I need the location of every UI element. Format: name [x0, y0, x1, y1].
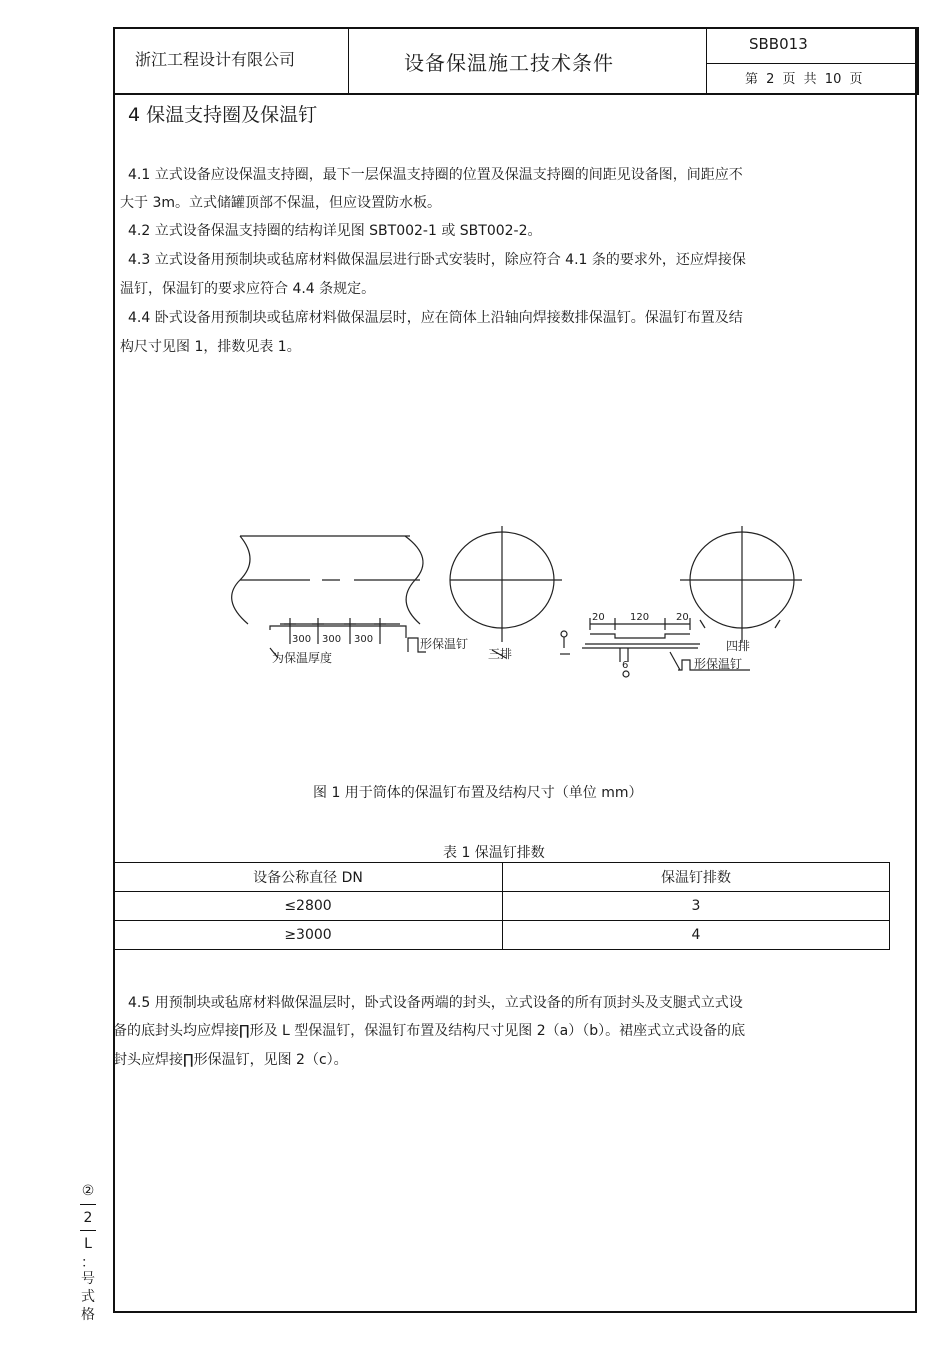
- margin-mark: L: [84, 1236, 92, 1252]
- page-cell: [707, 63, 917, 93]
- table-header-row: [114, 863, 890, 892]
- header-diameter: 设备公称直径 DN: [114, 863, 503, 892]
- thickness-label: 为保温厚度: [272, 651, 333, 665]
- header-rows: 保温钉排数: [503, 863, 890, 892]
- margin-mark: 格: [81, 1307, 95, 1323]
- table-row: [114, 892, 890, 921]
- cell-rows: 3: [503, 892, 890, 921]
- paragraph-4-5-line1: 4.5 用预制块或毡席材料做保温层时，卧式设备两端的封头，立式设备的所有顶封头及支腿式立式设: [128, 995, 743, 1011]
- title-cell: [348, 29, 707, 93]
- margin-mark: 号: [81, 1271, 95, 1287]
- spacing-label: 300: [322, 634, 342, 645]
- rows-three-label: 三排: [488, 647, 513, 661]
- dim-label: 120: [630, 612, 650, 623]
- page-info: 第 2 页 共 10 页: [745, 72, 863, 87]
- section-title: 4 保温支持圈及保温钉: [128, 104, 318, 126]
- margin-rule: [80, 1230, 96, 1231]
- pin-rows-table: [113, 862, 890, 950]
- rows-four-label: 四排: [726, 639, 751, 653]
- pin-label-right: 形保温钉: [694, 657, 743, 671]
- pin-label-left: 形保温钉: [420, 637, 469, 651]
- dim-small-label: 6: [622, 660, 629, 671]
- paragraph-4-5-line2: 备的底封头均应焊接∏形及 L 型保温钉，保温钉布置及结构尺寸见图 2（a）（b）。裙座式立式设备的底: [113, 1023, 746, 1039]
- spacing-label: 300: [354, 634, 374, 645]
- margin-mark: 式: [81, 1289, 95, 1305]
- dim-label: 20: [676, 612, 689, 623]
- figure-1-pin-layout: [230, 520, 810, 680]
- margin-rule: [80, 1204, 96, 1205]
- figure-1-caption: 图 1 用于筒体的保温钉布置及结构尺寸（单位 mm）: [313, 785, 643, 801]
- code-cell: [707, 29, 917, 64]
- cell-rows: 4: [503, 921, 890, 950]
- cell-diameter: ≤2800: [114, 892, 503, 921]
- paragraph-4-1-line1: 4.1 立式设备应设保温支持圈，最下一层保温支持圈的位置及保温支持圈的间距见设备图，间距应不: [128, 167, 743, 183]
- pin-profile: [590, 634, 690, 638]
- paragraph-4-4-line1: 4.4 卧式设备用预制块或毡席材料做保温层时，应在筒体上沿轴向焊接数排保温钉。保温钉布置及结: [128, 310, 743, 326]
- table-1-caption: 表 1 保温钉排数: [443, 845, 545, 861]
- margin-mark: ②: [81, 1183, 95, 1199]
- document-title: 设备保温施工技术条件: [404, 51, 614, 75]
- margin-mark: 2: [83, 1210, 93, 1226]
- company-name: 浙江工程设计有限公司: [135, 50, 296, 69]
- paragraph-4-5-line3: 封头应焊接∏形保温钉，见图 2（c）。: [113, 1052, 348, 1068]
- margin-mark: ：: [81, 1255, 95, 1271]
- table-row: [114, 921, 890, 950]
- paragraph-4-4-line2: 构尺寸见图 1，排数见表 1。: [120, 339, 301, 355]
- title-block: [113, 27, 919, 95]
- spacing-label: 300: [292, 634, 312, 645]
- paragraph-4-3-line1: 4.3 立式设备用预制块或毡席材料做保温层进行卧式安装时，除应符合 4.1 条的要求外，还应焊接保: [128, 252, 746, 268]
- paragraph-4-3-line2: 温钉，保温钉的要求应符合 4.4 条规定。: [120, 281, 376, 297]
- paragraph-4-1-line2: 大于 3m。立式储罐顶部不保温，但应设置防水板。: [120, 195, 441, 211]
- company-cell: [115, 29, 349, 93]
- cell-diameter: ≥3000: [114, 921, 503, 950]
- paragraph-4-2: 4.2 立式设备保温支持圈的结构详见图 SBT002-1 或 SBT002-2。: [128, 223, 542, 239]
- dim-label: 20: [592, 612, 605, 623]
- document-code: SBB013: [749, 35, 808, 53]
